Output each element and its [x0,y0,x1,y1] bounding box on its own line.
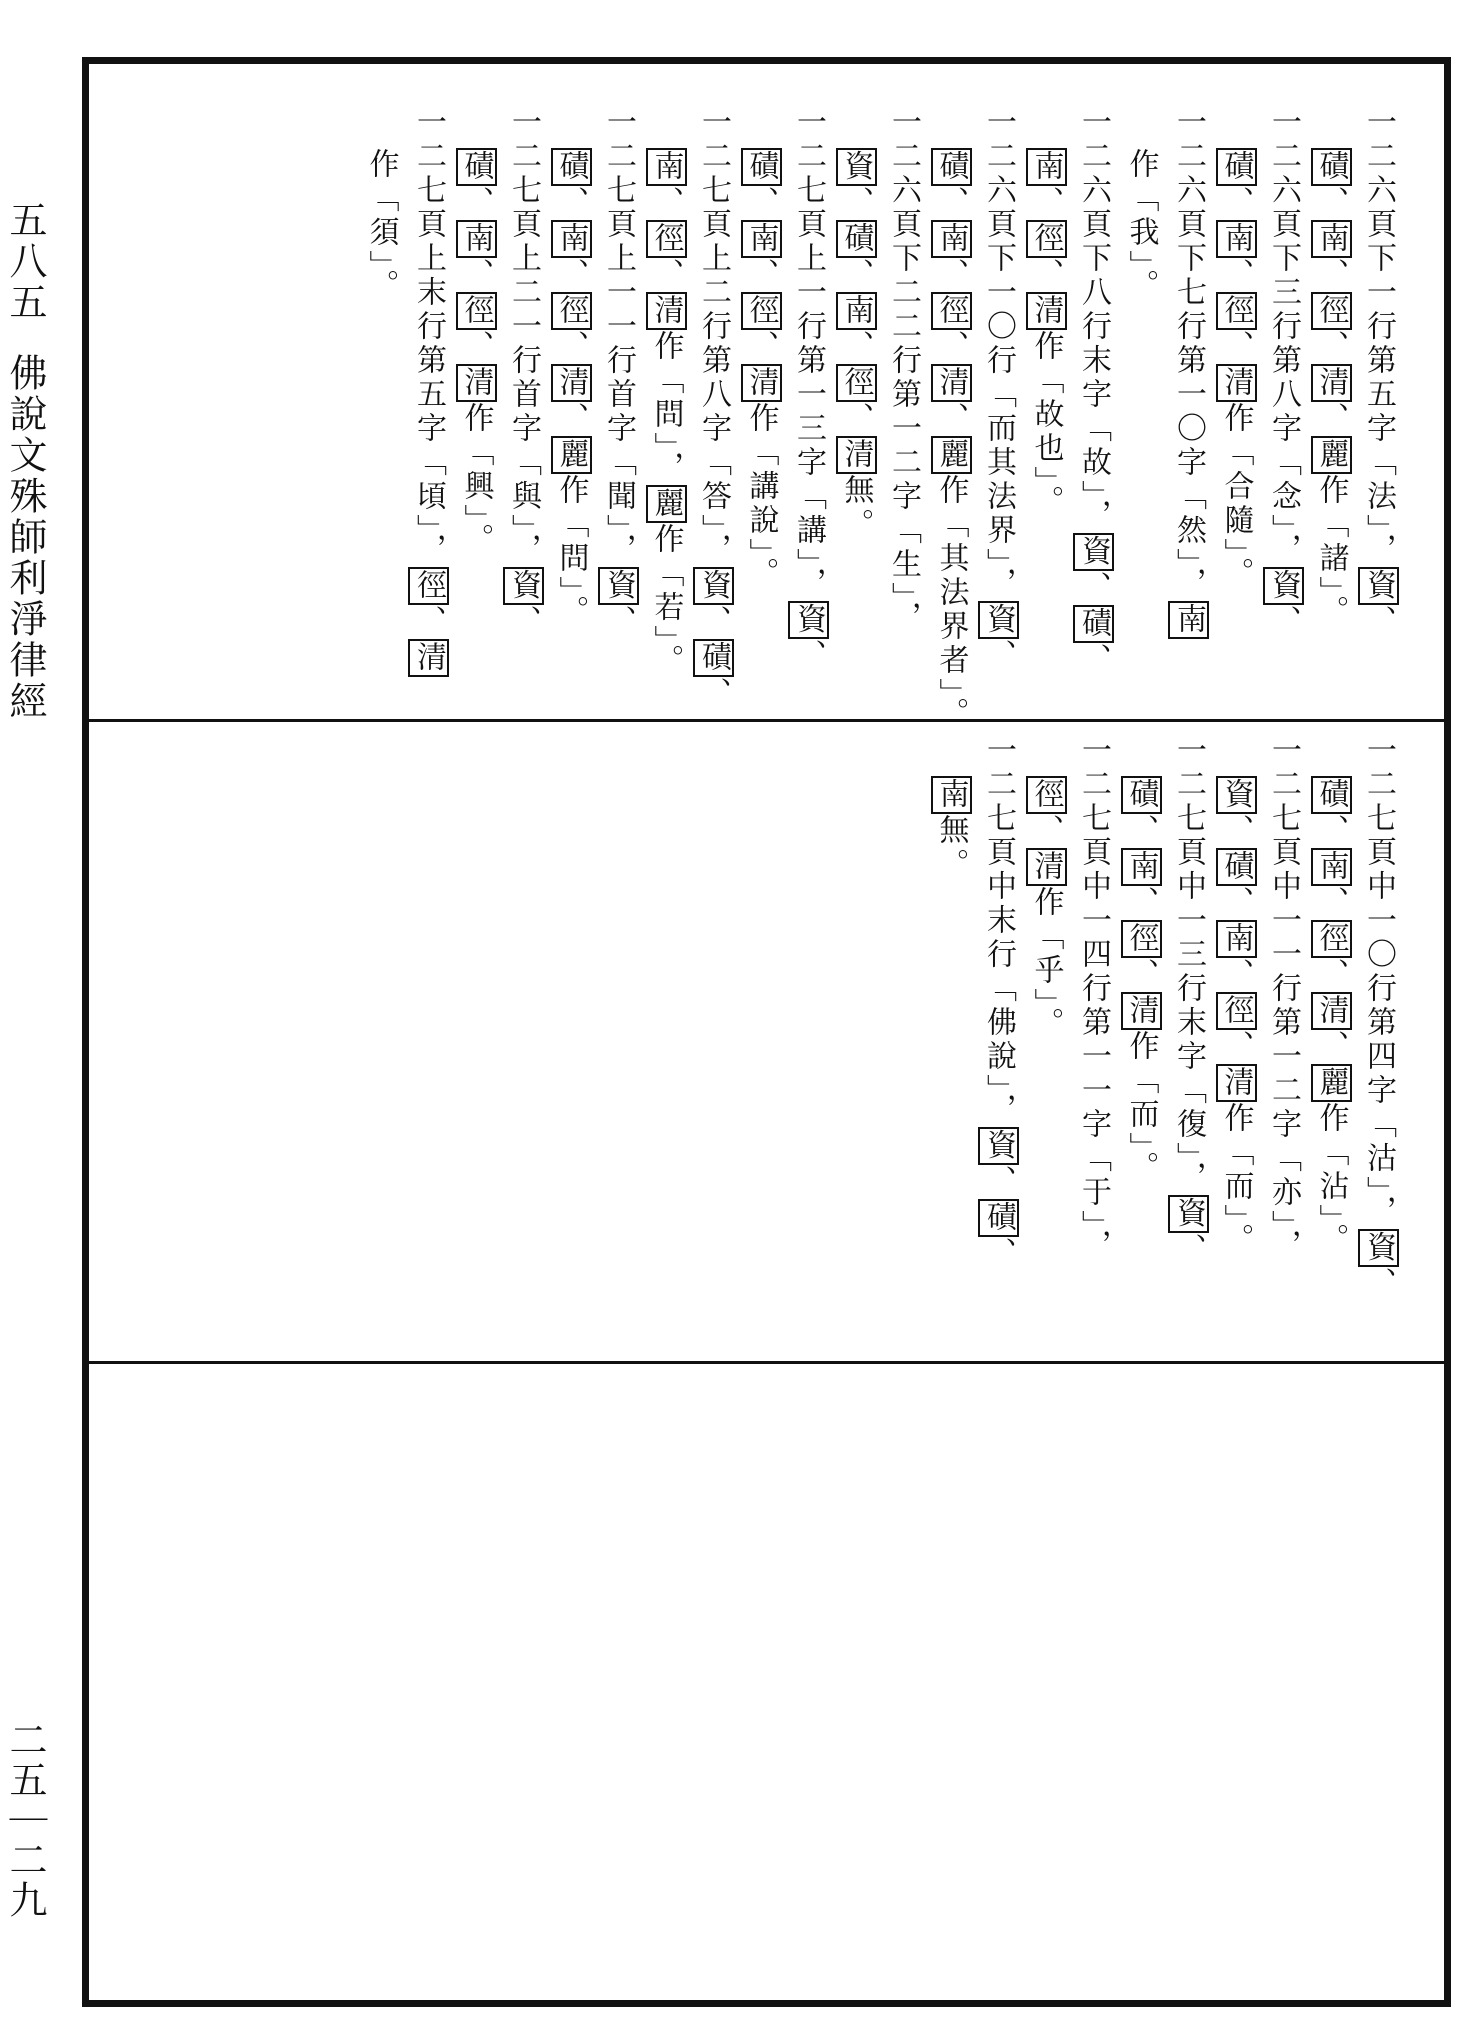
section-divider [89,1361,1444,1364]
edition-abbrev: 資 [1263,567,1304,605]
note-text: 、 [1218,814,1254,848]
edition-abbrev: 南 [1026,148,1067,186]
note-text: 、 [1313,258,1349,292]
edition-abbrev: 磧 [456,148,497,186]
edition-abbrev: 資 [1168,1195,1209,1233]
note-text: 、 [553,330,589,364]
edition-abbrev: 資 [1216,776,1257,814]
edition-abbrev: 資 [788,601,829,639]
note-text: 、 [1076,643,1111,677]
note-column [1167,106,1209,639]
edition-abbrev: 磧 [1311,776,1352,814]
note-text: 、 [1076,571,1111,605]
edition-abbrev: 徑 [456,292,497,330]
edition-abbrev: 磧 [1121,776,1162,814]
note-text: 、 [1313,886,1349,920]
edition-abbrev: 徑 [741,292,782,330]
note-text: 一二六頁下八行末字「故」， [1076,106,1111,533]
edition-abbrev: 磧 [1216,848,1257,886]
note-text: 一二七頁中一一行第一二字「亦」， [1266,734,1301,1263]
note-column [1262,106,1304,639]
note-column [977,106,1019,673]
note-text: 一二七頁上一行第一三字「講」， [791,106,826,601]
note-text: 、 [696,677,731,711]
note-column [977,734,1019,1271]
note-column [1357,734,1399,1301]
edition-abbrev: 麗 [1311,1064,1352,1102]
note-text: 、 [1313,1030,1349,1064]
note-column [1215,776,1257,1257]
note-column [1072,734,1114,1263]
section-divider [89,719,1444,722]
note-text: 一二七頁中一三行末字「復」， [1171,734,1206,1195]
margin-title [3,200,47,722]
sutra-title: 佛說文殊師利淨律經 [3,353,47,722]
edition-abbrev: 清 [836,436,877,474]
note-text: 一二七頁上二一行首字「與」， [506,106,541,567]
edition-abbrev: 資 [978,601,1019,639]
note-column [597,106,639,639]
note-text: 、 [458,330,494,364]
edition-abbrev: 清 [551,364,592,402]
note-text: 、 [1028,186,1064,220]
note-text: 一二六頁下一〇行「而其法界」， [981,106,1016,601]
edition-abbrev: 資 [598,567,639,605]
note-column [740,148,782,591]
note-text: 、 [1218,886,1254,920]
note-text: 、 [1266,605,1301,639]
edition-abbrev: 徑 [551,292,592,330]
note-text: 、 [981,1165,1016,1199]
edition-abbrev: 麗 [646,485,687,523]
edition-abbrev: 資 [1073,533,1114,571]
note-text: 、 [648,258,684,292]
edition-abbrev: 南 [456,220,497,258]
note-text: 作「我」。 [1123,148,1159,303]
note-text: 、 [933,258,969,292]
note-text: 、 [981,639,1016,673]
edition-abbrev: 南 [1311,848,1352,886]
note-text: 、 [1313,330,1349,364]
edition-abbrev: 磧 [551,148,592,186]
note-text: 一二七頁上二行第八字「答」， [696,106,731,567]
edition-abbrev: 徑 [1026,220,1067,258]
note-text: 一二六頁下七行第一〇字「然」， [1171,106,1206,601]
edition-abbrev: 南 [931,776,972,814]
note-text: 一二七頁上一一行首字「聞」， [601,106,636,567]
note-text: 一二六頁下三行第八字「念」， [1266,106,1301,567]
note-text: 、 [791,639,826,673]
edition-abbrev: 清 [646,292,687,330]
note-text: 、 [458,186,494,220]
edition-abbrev: 徑 [931,292,972,330]
edition-abbrev: 南 [836,292,877,330]
note-text: 、 [838,330,874,364]
edition-abbrev: 南 [1216,220,1257,258]
edition-abbrev: 清 [741,364,782,402]
note-text: 、 [1123,814,1159,848]
edition-abbrev: 徑 [1311,920,1352,958]
edition-abbrev: 麗 [1311,436,1352,474]
note-text: 、 [1313,186,1349,220]
note-text: 無。 [838,474,874,542]
edition-abbrev: 磧 [741,148,782,186]
note-text: 、 [1171,1233,1206,1267]
note-text: 作「合隨」。 [1218,402,1254,591]
note-text: 、 [553,402,589,436]
edition-abbrev: 資 [978,1127,1019,1165]
note-text: 一二七頁中一四行第一一字「于」， [1076,734,1111,1263]
note-text: 作「問」。 [553,474,589,629]
note-text: 、 [933,330,969,364]
edition-abbrev: 徑 [836,364,877,402]
note-column [1025,148,1067,519]
page-number: 五八五 [3,200,47,323]
note-text: 、 [1218,258,1254,292]
edition-abbrev: 南 [1311,220,1352,258]
note-text: 、 [1028,814,1064,848]
edition-abbrev: 徑 [1216,992,1257,1030]
note-column [787,106,829,673]
note-text: 作「而」。 [1218,1102,1254,1257]
edition-abbrev: 徑 [1026,776,1067,814]
edition-abbrev: 徑 [408,567,449,605]
note-text: 、 [933,402,969,436]
edition-abbrev: 清 [1216,1064,1257,1102]
edition-abbrev: 清 [1216,364,1257,402]
edition-abbrev: 磧 [1311,148,1352,186]
note-column [645,148,687,678]
edition-abbrev: 磧 [1216,148,1257,186]
note-column [1120,148,1162,303]
note-text: 無。 [933,814,969,882]
note-text: 一二七頁中末行「佛說」， [981,734,1016,1127]
edition-abbrev: 資 [1358,1229,1399,1267]
note-text: 一二六頁下一行第五字「法」， [1361,106,1396,567]
edition-abbrev: 資 [1358,567,1399,605]
note-column [1310,148,1352,629]
note-text: 、 [1313,814,1349,848]
note-column [1215,148,1257,591]
edition-abbrev: 清 [1121,992,1162,1030]
note-text: 、 [743,330,779,364]
edition-abbrev: 南 [1216,920,1257,958]
note-column [930,776,972,882]
edition-abbrev: 南 [551,220,592,258]
edition-abbrev: 南 [1168,601,1209,639]
note-text: 、 [1313,958,1349,992]
edition-abbrev: 徑 [1311,292,1352,330]
edition-abbrev: 資 [503,567,544,605]
edition-abbrev: 麗 [551,436,592,474]
note-column [1357,106,1399,639]
note-text: 作「問」， [648,330,684,485]
note-text: 、 [743,258,779,292]
edition-abbrev: 南 [646,148,687,186]
edition-abbrev: 清 [931,364,972,402]
note-text: 、 [1028,258,1064,292]
edition-abbrev: 徑 [1216,292,1257,330]
note-text: 、 [1313,402,1349,436]
edition-abbrev: 清 [456,364,497,402]
volume-page-number: 二五｜二九 [3,1720,47,1920]
edition-abbrev: 磧 [1073,605,1114,643]
edition-abbrev: 清 [1026,292,1067,330]
note-text: 、 [1361,605,1396,639]
note-text: 、 [696,605,731,639]
note-column [1167,734,1209,1267]
note-column [407,106,449,677]
note-column [1072,106,1114,677]
note-text: 、 [1123,958,1159,992]
edition-abbrev: 南 [931,220,972,258]
note-column [1310,776,1352,1257]
note-text: 、 [1123,886,1159,920]
edition-abbrev: 資 [836,148,877,186]
note-text: 作「沾」。 [1313,1102,1349,1257]
note-text: 、 [1218,330,1254,364]
note-text: 作「故也」。 [1028,330,1064,519]
note-text: 作「須」。 [363,148,399,303]
note-text: 、 [838,402,874,436]
edition-abbrev: 徑 [1121,920,1162,958]
note-text: 、 [458,258,494,292]
edition-abbrev: 磧 [931,148,972,186]
note-text: 、 [838,258,874,292]
note-text: 、 [553,186,589,220]
note-text: 一二七頁中一〇行第四字「沽」， [1361,734,1396,1229]
note-text: 、 [933,186,969,220]
note-text: 、 [648,186,684,220]
edition-abbrev: 徑 [646,220,687,258]
note-text: 、 [1218,1030,1254,1064]
note-column [1025,776,1067,1041]
note-text: 、 [838,186,874,220]
note-column [930,148,972,731]
note-text: 作「講說」。 [743,402,779,591]
note-text: 作「諸」。 [1313,474,1349,629]
note-text: 一二六頁下二二行第一二字「生」， [886,106,921,635]
edition-abbrev: 清 [1311,364,1352,402]
note-column [502,106,544,639]
edition-abbrev: 南 [1121,848,1162,886]
edition-abbrev: 清 [408,639,449,677]
note-text: 、 [1218,186,1254,220]
note-text: 作「其法界者」。 [933,474,969,731]
edition-abbrev: 磧 [693,639,734,677]
note-text: 作「興」。 [458,402,494,557]
edition-abbrev: 資 [693,567,734,605]
edition-abbrev: 南 [741,220,782,258]
note-text: 、 [981,1237,1016,1271]
note-text: 、 [506,605,541,639]
note-text: 、 [743,186,779,220]
note-column [692,106,734,711]
note-text: 作「若」。 [648,523,684,678]
note-text: 、 [553,258,589,292]
edition-abbrev: 清 [1026,848,1067,886]
note-column [550,148,592,629]
collation-notes-frame [82,57,1451,2007]
note-column [882,106,924,635]
note-text: 作「乎」。 [1028,886,1064,1041]
edition-abbrev: 磧 [978,1199,1019,1237]
note-text: 、 [1218,958,1254,992]
note-text: 、 [411,605,446,639]
note-column [455,148,497,557]
note-text: 、 [601,605,636,639]
edition-abbrev: 麗 [931,436,972,474]
note-column [835,148,877,542]
note-column [360,148,402,303]
note-column [1262,734,1304,1263]
edition-abbrev: 磧 [836,220,877,258]
edition-abbrev: 清 [1311,992,1352,1030]
note-column [1120,776,1162,1185]
note-text: 一二七頁上末行第五字「頃」， [411,106,446,567]
note-text: 、 [1361,1267,1396,1301]
note-text: 作「而」。 [1123,1030,1159,1185]
